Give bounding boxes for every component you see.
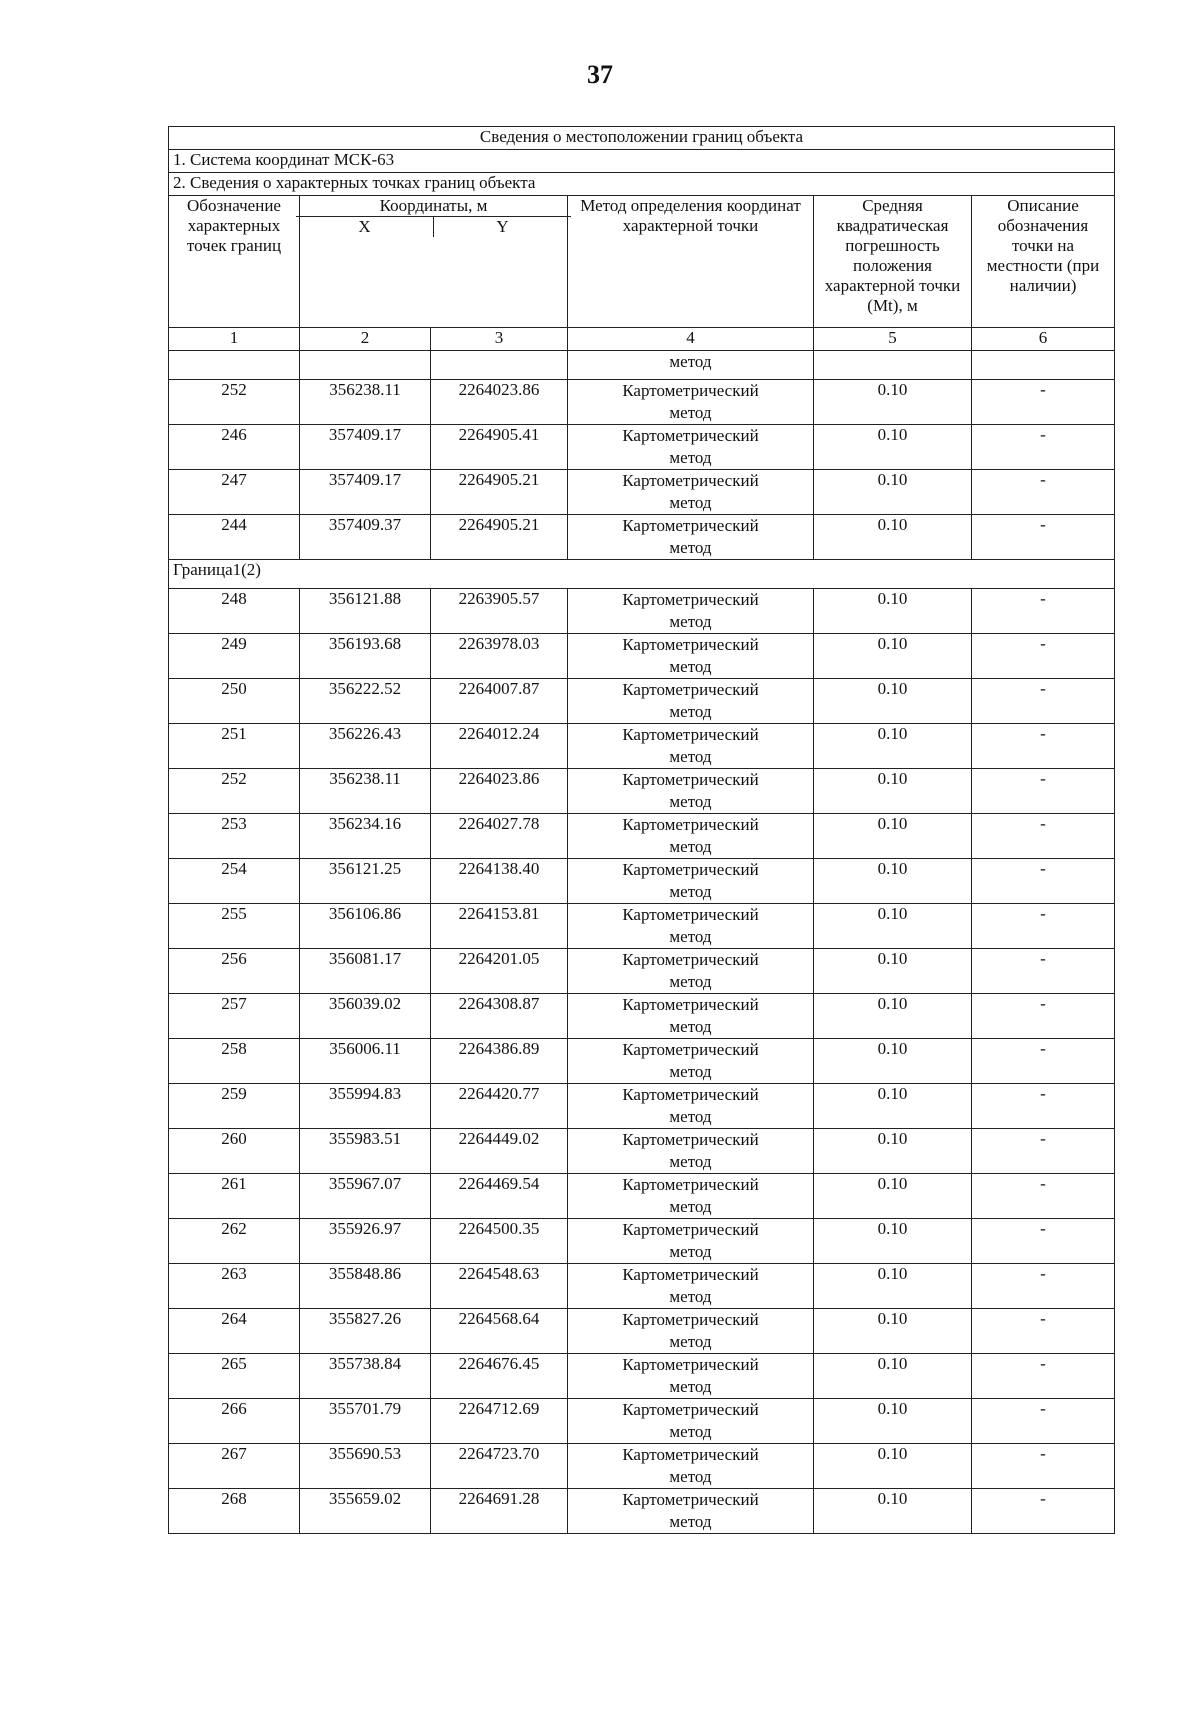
table-row <box>169 634 1115 679</box>
table-row <box>169 1309 1115 1354</box>
point-id: 263 <box>169 1264 300 1309</box>
point-id: 249 <box>169 634 300 679</box>
method-line-1: Картометрический <box>622 860 759 879</box>
coord-x: 356121.88 <box>300 589 431 634</box>
table-row <box>169 1399 1115 1444</box>
points-section-line: 2. Сведения о характерных точках границ объекта <box>169 173 1115 196</box>
coord-y: 2264905.41 <box>431 425 568 470</box>
mean-error: 0.10 <box>814 769 972 814</box>
coord-y: 2264712.69 <box>431 1399 568 1444</box>
description: - <box>972 1039 1115 1084</box>
method-cell <box>568 1129 814 1174</box>
column-number-row <box>169 328 1115 351</box>
coord-y: 2264500.35 <box>431 1219 568 1264</box>
table-row <box>169 994 1115 1039</box>
method-line-2: метод <box>669 1152 712 1171</box>
method-cell <box>568 1489 814 1534</box>
point-id: 253 <box>169 814 300 859</box>
method-line-1: Картометрический <box>622 770 759 789</box>
coord-y: 2264027.78 <box>431 814 568 859</box>
coord-x: 355994.83 <box>300 1084 431 1129</box>
method-cell <box>568 380 814 425</box>
coord-y: 2264007.87 <box>431 679 568 724</box>
header-description: Описание обозначения точки на местности (при наличии) <box>972 196 1115 328</box>
description: - <box>972 470 1115 515</box>
point-id: 256 <box>169 949 300 994</box>
method-cell <box>568 470 814 515</box>
description: - <box>972 724 1115 769</box>
coord-y: 2264469.54 <box>431 1174 568 1219</box>
header-mean-error: Средняя квадратическая погрешность положения характерной точки (Mt), м <box>814 196 972 328</box>
mean-error: 0.10 <box>814 1039 972 1084</box>
coord-x: 357409.17 <box>300 470 431 515</box>
method-line-1: Картометрический <box>622 381 759 400</box>
method-line-1: Картометрический <box>622 1130 759 1149</box>
column-number: 2 <box>300 328 431 351</box>
header-x: X <box>296 217 434 237</box>
header-coordinates-title: Координаты, м <box>296 196 571 217</box>
table-row <box>169 1489 1115 1534</box>
method-cell <box>568 769 814 814</box>
coord-y: 2263978.03 <box>431 634 568 679</box>
table-row <box>169 515 1115 560</box>
mean-error: 0.10 <box>814 1219 972 1264</box>
coord-y: 2264023.86 <box>431 380 568 425</box>
mean-error: 0.10 <box>814 425 972 470</box>
mean-error: 0.10 <box>814 814 972 859</box>
table-row <box>169 425 1115 470</box>
coord-y: 2264012.24 <box>431 724 568 769</box>
point-id: 267 <box>169 1444 300 1489</box>
description: - <box>972 1174 1115 1219</box>
method-cell <box>568 949 814 994</box>
coord-y: 2264676.45 <box>431 1354 568 1399</box>
mean-error: 0.10 <box>814 949 972 994</box>
description: - <box>972 814 1115 859</box>
header-coordinates <box>300 196 568 328</box>
method-cell <box>568 1444 814 1489</box>
table-row <box>169 1129 1115 1174</box>
method-line-2: метод <box>669 1062 712 1081</box>
table-row <box>169 724 1115 769</box>
mean-error: 0.10 <box>814 724 972 769</box>
method-line-2: метод <box>669 1377 712 1396</box>
table-row <box>169 1264 1115 1309</box>
mean-error: 0.10 <box>814 380 972 425</box>
page-number: 37 <box>587 60 613 89</box>
header-point-designation: Обозначение характерных точек границ <box>169 196 300 328</box>
mean-error: 0.10 <box>814 470 972 515</box>
table-row <box>169 1444 1115 1489</box>
method-cell <box>568 1309 814 1354</box>
method-line-2: метод <box>669 1467 712 1486</box>
method-line-1: Картометрический <box>622 950 759 969</box>
method-line-1: Картометрический <box>622 815 759 834</box>
column-number: 6 <box>972 328 1115 351</box>
mean-error: 0.10 <box>814 589 972 634</box>
method-line-1: Картометрический <box>622 1310 759 1329</box>
method-line-1: Картометрический <box>622 680 759 699</box>
method-line-2: метод <box>669 1017 712 1036</box>
mean-error: 0.10 <box>814 1129 972 1174</box>
column-number: 4 <box>568 328 814 351</box>
point-id: 248 <box>169 589 300 634</box>
description: - <box>972 634 1115 679</box>
method-line-1: Картометрический <box>622 1220 759 1239</box>
coord-x: 355738.84 <box>300 1354 431 1399</box>
method-line-2: метод <box>669 448 712 467</box>
point-id: 244 <box>169 515 300 560</box>
coord-x: 356081.17 <box>300 949 431 994</box>
table-row <box>169 949 1115 994</box>
method-line-1: Картометрический <box>622 1040 759 1059</box>
table-row <box>169 904 1115 949</box>
header-y: Y <box>496 217 509 236</box>
method-line-1: Картометрический <box>622 1490 759 1509</box>
coord-y: 2264023.86 <box>431 769 568 814</box>
table-row <box>169 814 1115 859</box>
method-line-2: метод <box>669 1422 712 1441</box>
table-row <box>169 679 1115 724</box>
method-line-2: метод <box>669 403 712 422</box>
method-cell <box>568 1039 814 1084</box>
coord-y: 2264723.70 <box>431 1444 568 1489</box>
method-line-2: метод <box>669 1242 712 1261</box>
coord-x: 356106.86 <box>300 904 431 949</box>
column-number: 3 <box>431 328 568 351</box>
coord-y: 2263905.57 <box>431 589 568 634</box>
point-id: 264 <box>169 1309 300 1354</box>
coord-x: 356226.43 <box>300 724 431 769</box>
method-line-2: метод <box>669 792 712 811</box>
table-row <box>169 1039 1115 1084</box>
table-row <box>169 769 1115 814</box>
description: - <box>972 904 1115 949</box>
method-line-1: Картометрический <box>622 995 759 1014</box>
coord-x: 356222.52 <box>300 679 431 724</box>
coordinates-table <box>168 126 1115 1534</box>
method-line-1: Картометрический <box>622 1355 759 1374</box>
empty-cell <box>300 351 431 380</box>
point-id: 252 <box>169 380 300 425</box>
description: - <box>972 1354 1115 1399</box>
mean-error: 0.10 <box>814 1264 972 1309</box>
coord-y: 2264386.89 <box>431 1039 568 1084</box>
mean-error: 0.10 <box>814 994 972 1039</box>
column-number: 1 <box>169 328 300 351</box>
point-id: 262 <box>169 1219 300 1264</box>
method-cell <box>568 1174 814 1219</box>
empty-cell <box>814 351 972 380</box>
method-cell <box>568 724 814 769</box>
coord-y: 2264691.28 <box>431 1489 568 1534</box>
table-row <box>169 1354 1115 1399</box>
point-id: 260 <box>169 1129 300 1174</box>
description: - <box>972 1399 1115 1444</box>
method-line-2: метод <box>669 1287 712 1306</box>
description: - <box>972 1489 1115 1534</box>
coord-y: 2264153.81 <box>431 904 568 949</box>
mean-error: 0.10 <box>814 679 972 724</box>
coord-x: 355967.07 <box>300 1174 431 1219</box>
coord-x: 355983.51 <box>300 1129 431 1174</box>
table-row <box>169 470 1115 515</box>
coord-y: 2264201.05 <box>431 949 568 994</box>
point-id: 255 <box>169 904 300 949</box>
coord-x: 357409.17 <box>300 425 431 470</box>
header-method: Метод определения координат характерной точки <box>568 196 814 328</box>
coord-y: 2264420.77 <box>431 1084 568 1129</box>
method-line-2: метод <box>669 657 712 676</box>
description: - <box>972 1264 1115 1309</box>
description: - <box>972 859 1115 904</box>
method-cell <box>568 904 814 949</box>
point-id: 247 <box>169 470 300 515</box>
mean-error: 0.10 <box>814 1354 972 1399</box>
description: - <box>972 589 1115 634</box>
point-id: 266 <box>169 1399 300 1444</box>
mean-error: 0.10 <box>814 859 972 904</box>
method-line-2: метод <box>669 538 712 557</box>
method-line-1: Картометрический <box>622 635 759 654</box>
mean-error: 0.10 <box>814 1489 972 1534</box>
description: - <box>972 515 1115 560</box>
description: - <box>972 769 1115 814</box>
coord-y: 2264449.02 <box>431 1129 568 1174</box>
point-id: 258 <box>169 1039 300 1084</box>
description: - <box>972 1219 1115 1264</box>
table-row <box>169 1174 1115 1219</box>
method-line-1: Картометрический <box>622 1445 759 1464</box>
method-line-2: метод <box>669 493 712 512</box>
method-line-2: метод <box>669 1512 712 1531</box>
mean-error: 0.10 <box>814 1174 972 1219</box>
description: - <box>972 1444 1115 1489</box>
description: - <box>972 1129 1115 1174</box>
coord-x: 355701.79 <box>300 1399 431 1444</box>
description: - <box>972 1309 1115 1354</box>
method-line-1: Картометрический <box>622 1085 759 1104</box>
mean-error: 0.10 <box>814 1399 972 1444</box>
point-id: 257 <box>169 994 300 1039</box>
method-cell <box>568 1399 814 1444</box>
description: - <box>972 949 1115 994</box>
method-line-2: метод <box>669 837 712 856</box>
method-line-1: Картометрический <box>622 590 759 609</box>
method-cell <box>568 814 814 859</box>
point-id: 250 <box>169 679 300 724</box>
method-cell <box>568 425 814 470</box>
table-row <box>169 859 1115 904</box>
method-cell <box>568 859 814 904</box>
method-line-1: Картометрический <box>622 426 759 445</box>
point-id: 261 <box>169 1174 300 1219</box>
method-line-1: Картометрический <box>622 1175 759 1194</box>
section-row <box>169 560 1115 589</box>
mean-error: 0.10 <box>814 634 972 679</box>
point-id: 265 <box>169 1354 300 1399</box>
coord-x: 356238.11 <box>300 380 431 425</box>
method-line-1: Картометрический <box>622 725 759 744</box>
empty-cell <box>972 351 1115 380</box>
point-id: 259 <box>169 1084 300 1129</box>
empty-cell <box>169 351 300 380</box>
boundary-sheet <box>168 126 1114 1534</box>
coord-x: 356039.02 <box>300 994 431 1039</box>
coord-y: 2264905.21 <box>431 470 568 515</box>
method-line-2: метод <box>669 927 712 946</box>
method-cell <box>568 515 814 560</box>
method-cell <box>568 634 814 679</box>
method-line-1: Картометрический <box>622 905 759 924</box>
description: - <box>972 994 1115 1039</box>
column-number: 5 <box>814 328 972 351</box>
coord-x: 355659.02 <box>300 1489 431 1534</box>
mean-error: 0.10 <box>814 1084 972 1129</box>
method-line-1: Картометрический <box>622 1265 759 1284</box>
method-cell <box>568 589 814 634</box>
point-id: 252 <box>169 769 300 814</box>
coord-x: 355926.97 <box>300 1219 431 1264</box>
table-row <box>169 589 1115 634</box>
continuation-row <box>169 351 1115 380</box>
coordinate-system-line: 1. Система координат МСК-63 <box>169 150 1115 173</box>
point-id: 268 <box>169 1489 300 1534</box>
method-cell <box>568 1264 814 1309</box>
method-cell <box>568 994 814 1039</box>
mean-error: 0.10 <box>814 904 972 949</box>
coord-y: 2264308.87 <box>431 994 568 1039</box>
coord-x: 356238.11 <box>300 769 431 814</box>
method-cell <box>568 1219 814 1264</box>
method-cell <box>568 1084 814 1129</box>
method-line-2: метод <box>669 1107 712 1126</box>
method-line-2: метод <box>669 747 712 766</box>
coord-y: 2264568.64 <box>431 1309 568 1354</box>
description: - <box>972 679 1115 724</box>
method-line-1: Картометрический <box>622 471 759 490</box>
coord-y: 2264548.63 <box>431 1264 568 1309</box>
method-line-1: Картометрический <box>622 1400 759 1419</box>
description: - <box>972 425 1115 470</box>
method-line-1: Картометрический <box>622 516 759 535</box>
coord-x: 355690.53 <box>300 1444 431 1489</box>
description: - <box>972 380 1115 425</box>
coord-x: 355848.86 <box>300 1264 431 1309</box>
coord-x: 356234.16 <box>300 814 431 859</box>
coord-x: 356121.25 <box>300 859 431 904</box>
table-row <box>169 1219 1115 1264</box>
table-row <box>169 380 1115 425</box>
mean-error: 0.10 <box>814 515 972 560</box>
method-line-2: метод <box>669 972 712 991</box>
empty-cell <box>431 351 568 380</box>
coord-x: 357409.37 <box>300 515 431 560</box>
method-line-2: метод <box>669 1197 712 1216</box>
method-line-2: метод <box>669 1332 712 1351</box>
section-label: Граница1(2) <box>169 560 1115 589</box>
point-id: 246 <box>169 425 300 470</box>
table-row <box>169 1084 1115 1129</box>
coord-x: 355827.26 <box>300 1309 431 1354</box>
method-cell <box>568 679 814 724</box>
method-line-2: метод <box>669 882 712 901</box>
mean-error: 0.10 <box>814 1444 972 1489</box>
coord-y: 2264138.40 <box>431 859 568 904</box>
mean-error: 0.10 <box>814 1309 972 1354</box>
description: - <box>972 1084 1115 1129</box>
method-cell <box>568 1354 814 1399</box>
coord-x: 356006.11 <box>300 1039 431 1084</box>
point-id: 254 <box>169 859 300 904</box>
coord-x: 356193.68 <box>300 634 431 679</box>
continuation-method: метод <box>568 351 814 380</box>
point-id: 251 <box>169 724 300 769</box>
method-line-2: метод <box>669 612 712 631</box>
table-caption: Сведения о местоположении границ объекта <box>169 127 1115 150</box>
coord-y: 2264905.21 <box>431 515 568 560</box>
method-line-2: метод <box>669 702 712 721</box>
